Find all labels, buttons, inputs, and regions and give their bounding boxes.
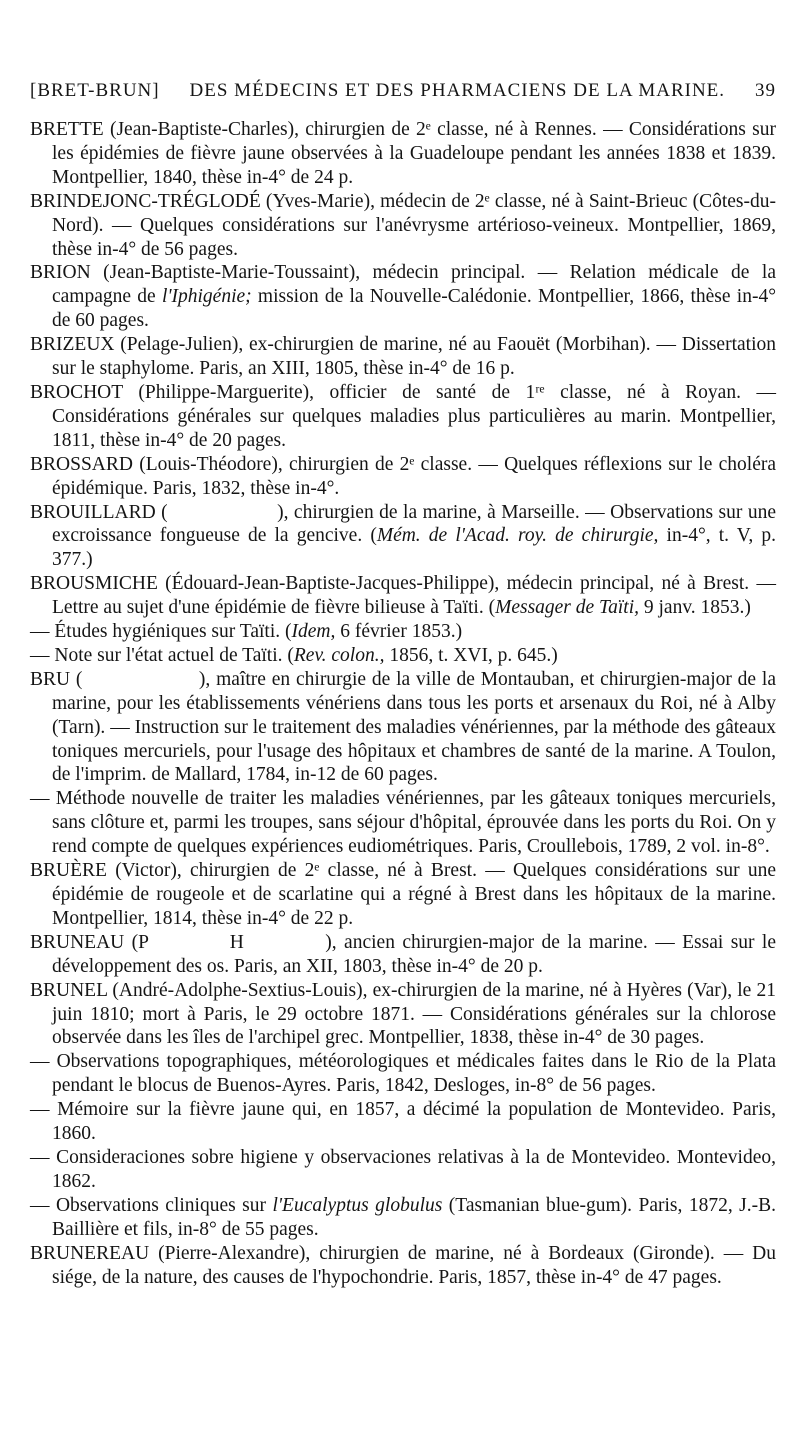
entry bbox=[30, 261, 776, 333]
entry-name: BROCHOT bbox=[30, 381, 123, 403]
entry-text: Note sur l'état actuel de Taïti. ( bbox=[49, 644, 294, 666]
entry-text: (Pelage-Julien), ex-chirurgien de marine, né au Faouët (Morbihan). — Dissertation sur le staphylome. Paris, an XIII, 1805, thèse in-4° de 16 p. bbox=[52, 334, 776, 380]
entry-italic: Messager de Taïti, bbox=[495, 597, 639, 619]
entry bbox=[30, 190, 776, 262]
entry bbox=[30, 931, 781, 979]
entry-name: BROUSMICHE bbox=[30, 573, 158, 595]
entry-dash: — bbox=[30, 1146, 50, 1168]
entry-name: BRUNEAU bbox=[30, 931, 125, 953]
entry-name: BRINDEJONC-TRÉGLODÉ bbox=[30, 190, 261, 212]
entry-text: (Jean-Baptiste-Charles), chirurgien de 2ᵉ classe, né à Rennes. — Considérations sur les épidémies de fièvre jaune observées à la Guadeloupe pendant les années 1838 et 1839. Montpellier, 1840, thèse in-4° de 24 p. bbox=[52, 119, 776, 188]
entry-text: (Louis-Théodore), chirurgien de 2ᵉ classe. — Quelques réflexions sur le choléra épidémique. Paris, 1832, thèse in-4°. bbox=[52, 453, 776, 499]
entry-list bbox=[30, 118, 781, 1289]
entry-dash: — bbox=[30, 644, 50, 666]
entry-text-tail: in-4°, t. V, p. 377.) bbox=[52, 525, 776, 571]
header-range: [BRET-BRUN] bbox=[30, 80, 160, 101]
entry-name: BRUÈRE bbox=[30, 860, 107, 882]
entry bbox=[30, 1242, 776, 1290]
entry-name: BRIZEUX bbox=[30, 334, 115, 356]
entry bbox=[30, 333, 776, 381]
entry-text: Consideraciones sobre higiene y observaciones relativas à la de Montevideo. Montevideo, 1862. bbox=[49, 1146, 776, 1192]
entry bbox=[30, 787, 776, 859]
entry-name: BROUILLARD bbox=[30, 501, 156, 523]
entry-dash: — bbox=[30, 621, 50, 643]
entry-text-tail: (Tasmanian blue-gum). Paris, 1872, J.-B. Baillière et fils, in-8° de 55 pages. bbox=[52, 1194, 776, 1240]
entry bbox=[30, 381, 776, 453]
page-title: DES MÉDECINS ET DES PHARMACIENS DE LA MARINE. bbox=[189, 80, 726, 101]
entry-text: Observations topographiques, météorologiques et médicales faites dans le Rio de la Plata pendant le blocus de Buenos-Ayres. Paris, 1842, Desloges, in-8° de 56 pages. bbox=[49, 1051, 776, 1097]
entry-dash: — bbox=[30, 1194, 50, 1216]
entry-text: ( ), chirurgien de la marine, à Marseille. — Observations sur une excroissance fongueuse de la gencive. ( bbox=[52, 501, 781, 547]
entry-text: Études hygiéniques sur Taïti. ( bbox=[49, 621, 292, 643]
entry-name: BRUNEREAU bbox=[30, 1242, 150, 1264]
entry-dash: — bbox=[30, 788, 50, 810]
entry-text-tail: mission de la Nouvelle-Calédonie. Montpellier, 1866, thèse in-4° de 60 pages. bbox=[52, 286, 776, 332]
entry bbox=[30, 118, 776, 190]
entry-text: Observations cliniques sur bbox=[49, 1194, 273, 1216]
entry bbox=[30, 572, 776, 620]
entry-text: (André-Adolphe-Sextius-Louis), ex-chirurgien de la marine, né à Hyères (Var), le 21 juin 1810; mort à Paris, le 29 octobre 1871. — Considérations générales sur la chlorose observée dans les îles de l'archipel grec. Montpellier, 1838, thèse in-4° de 30 pages. bbox=[52, 979, 776, 1049]
entry-text: Mémoire sur la fièvre jaune qui, en 1857, a décimé la population de Montevideo. Paris, 1860. bbox=[49, 1099, 776, 1145]
entry-text: ( ), maître en chirurgie de la ville de Montauban, et chirurgien-major de la marine, pour les établissements vénériens dans tous les ports et arsenaux du Roi, né à Alby (Tarn). — Instruction sur le traitement des maladies vénériennes, par la méthode des gâteaux toniques mercuriels, pour l'usage des hôpitaux et chambres de santé de la marine. A Toulon, de l'imprim. de Mallard, 1784, in-12 de 60 pages. bbox=[52, 668, 781, 786]
entry-text: (Yves-Marie), médecin de 2ᵉ classe, né à Saint-Brieuc (Côtes-du-Nord). — Quelques considérations sur l'anévrysme artérioso-veineux. Montpellier, 1869, thèse in-4° de 56 pages. bbox=[52, 190, 776, 260]
entry-text-tail: 9 janv. 1853.) bbox=[639, 597, 751, 619]
entry-text: (P H ), ancien chirurgien-major de la marine. — Essai sur le développement des os. Paris, an XII, 1803, thèse in-4° de 20 p. bbox=[52, 931, 781, 977]
entry-name: BRION bbox=[30, 262, 91, 284]
entry bbox=[30, 620, 776, 644]
running-header bbox=[30, 80, 776, 102]
page-number: 39 bbox=[755, 80, 776, 101]
entry bbox=[30, 668, 781, 788]
entry-name: BROSSARD bbox=[30, 453, 133, 475]
entry-text-tail: 6 février 1853.) bbox=[335, 621, 463, 643]
entry bbox=[30, 501, 781, 573]
entry-text: (Victor), chirurgien de 2ᵉ classe, né à Brest. — Quelques considérations sur une épidémie de rougeole et de scarlatine qui a régné à Brest dans les hôpitaux de la marine. Montpellier, 1814, thèse in-4° de 22 p. bbox=[52, 860, 776, 929]
entry-italic: l'Iphigénie; bbox=[161, 286, 252, 308]
entry-dash: — bbox=[30, 1099, 50, 1121]
entry-name: BRU bbox=[30, 668, 71, 690]
entry-dash: — bbox=[30, 1051, 50, 1073]
entry-text: (Édouard-Jean-Baptiste-Jacques-Philippe), médecin principal, né à Brest. — Lettre au sujet d'une épidémie de fièvre bilieuse à Taïti. ( bbox=[52, 573, 776, 619]
entry bbox=[30, 1194, 776, 1242]
entry bbox=[30, 644, 776, 668]
entry-text-tail: 1856, t. XVI, p. 645.) bbox=[384, 644, 558, 666]
entry-italic: Rev. colon., bbox=[293, 644, 385, 666]
entry bbox=[30, 453, 776, 501]
entry-italic: Mém. de l'Acad. roy. de chirurgie, bbox=[376, 525, 659, 547]
entry-text: (Philippe-Marguerite), officier de santé de 1ʳᵉ classe, né à Royan. — Considérations générales sur quelques maladies plus particulières au marin. Montpellier, 1811, thèse in-4° de 20 pages. bbox=[52, 381, 776, 451]
entry-italic: l'Eucalyptus globulus bbox=[272, 1194, 443, 1216]
entry bbox=[30, 1050, 776, 1098]
entry bbox=[30, 859, 776, 931]
entry bbox=[30, 1146, 776, 1194]
entry-name: BRETTE bbox=[30, 119, 104, 140]
entry-text: (Jean-Baptiste-Marie-Toussaint), médecin principal. — Relation médicale de la campagne de bbox=[52, 262, 776, 308]
entry-name: BRUNEL bbox=[30, 979, 108, 1001]
entry bbox=[30, 979, 776, 1051]
entry-italic: Idem, bbox=[291, 621, 336, 643]
entry bbox=[30, 1098, 776, 1146]
entry-text: Méthode nouvelle de traiter les maladies vénériennes, par les gâteaux toniques mercuriels, sans clôture et, parmi les troupes, sans séjour d'hôpital, éprouvée dans les ports du Roi. On y rend compte de quelques expériences eudiométriques. Paris, Croullebois, 1789, 2 vol. in-8°. bbox=[49, 788, 776, 858]
entry-text: (Pierre-Alexandre), chirurgien de marine, né à Bordeaux (Gironde). — Du siége, de la nature, des causes de l'hypochondrie. Paris, 1857, thèse in-4° de 47 pages. bbox=[52, 1242, 776, 1288]
